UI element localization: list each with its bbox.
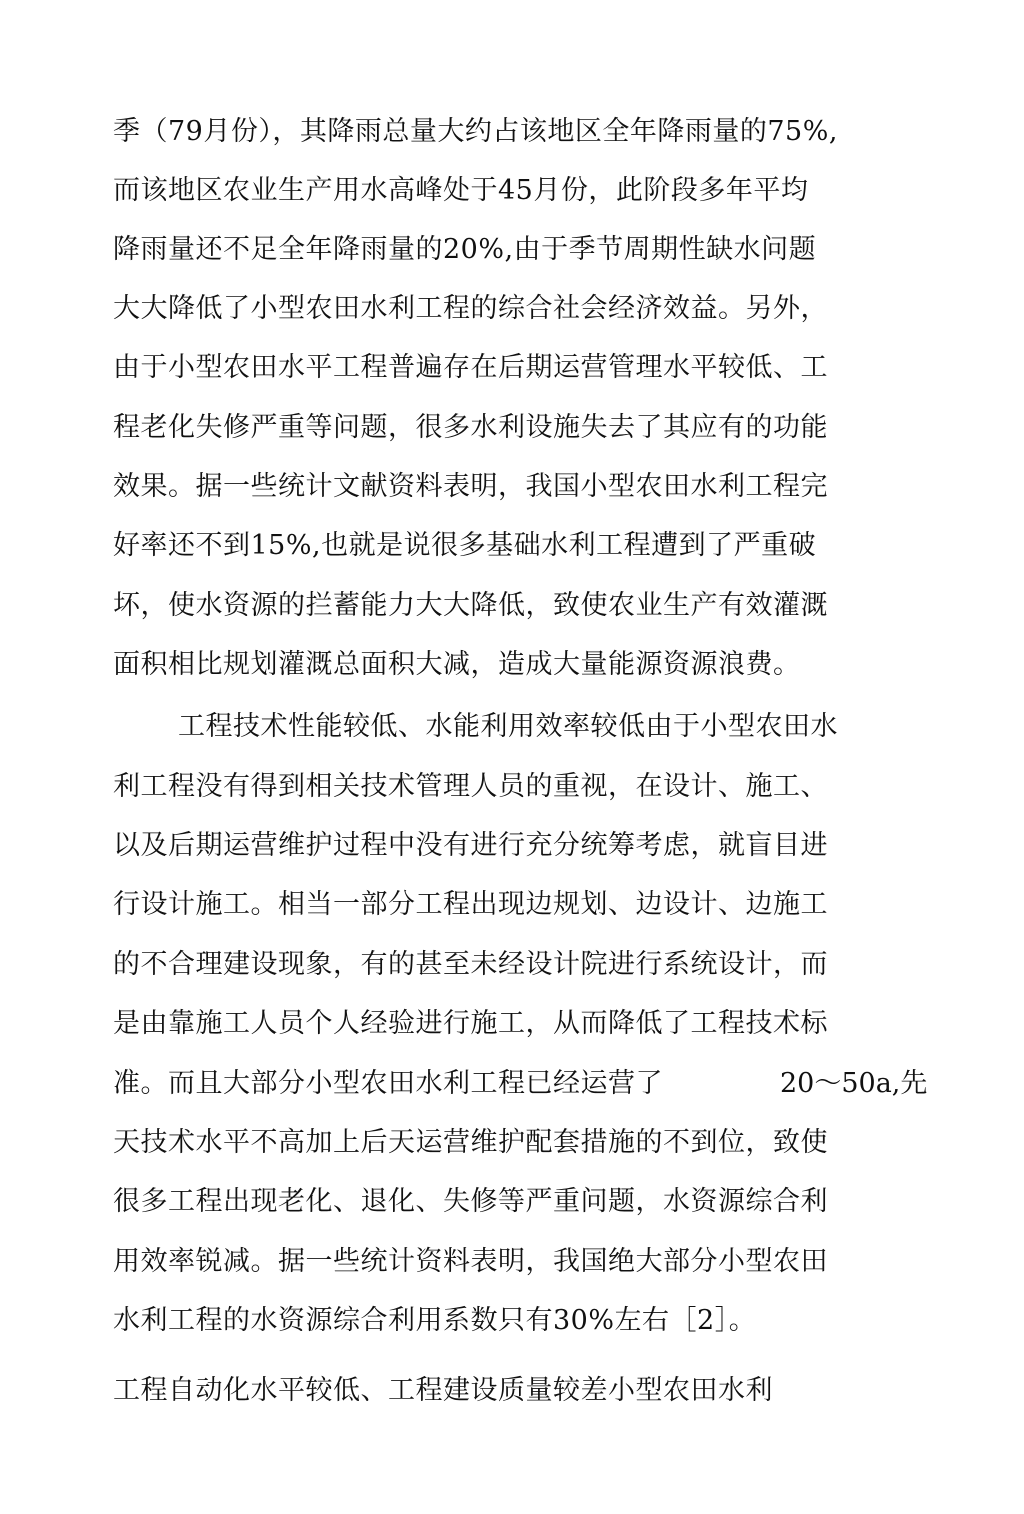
- paragraph-first-line: 工程技术性能较低、水能利用效率较低由于小型农田水: [178, 711, 838, 742]
- text-line: 而该地区农业生产用水高峰处于45月份，此阶段多年平均: [113, 175, 809, 206]
- text-line: 季（79月份），其降雨总量大约占该地区全年降雨量的75%,: [113, 116, 838, 147]
- text-line: 是由靠施工人员个人经验进行施工，从而降低了工程技术标: [113, 1008, 828, 1039]
- text-line: 以及后期运营维护过程中没有进行充分统筹考虑，就盲目进: [113, 830, 828, 861]
- text-line: 水利工程的水资源综合利用系数只有30%左右［2］。: [113, 1305, 757, 1336]
- text-line: 天技术水平不高加上后天运营维护配套措施的不到位，致使: [113, 1127, 828, 1158]
- section-heading-line: 工程自动化水平较低、工程建设质量较差小型农田水利: [113, 1375, 773, 1406]
- text-line: 行设计施工。相当一部分工程出现边规划、边设计、边施工: [113, 889, 828, 920]
- text-line: 大大降低了小型农田水利工程的综合社会经济效益。另外，: [113, 293, 828, 324]
- text-line: 利工程没有得到相关技术管理人员的重视，在设计、施工、: [113, 771, 828, 802]
- text-line: 的不合理建设现象，有的甚至未经设计院进行系统设计，而: [113, 949, 828, 980]
- text-line: 准。而且大部分小型农田水利工程已经运营了: [113, 1068, 663, 1099]
- text-line: 程老化失修严重等问题，很多水利设施失去了其应有的功能: [113, 412, 828, 443]
- text-line: 好率还不到15%,也就是说很多基础水利工程遭到了严重破: [113, 530, 817, 561]
- text-line-tail: 20～50a,先: [780, 1068, 928, 1099]
- text-line: 面积相比规划灌溉总面积大减，造成大量能源资源浪费。: [113, 649, 801, 680]
- text-line: 坏，使水资源的拦蓄能力大大降低，致使农业生产有效灌溉: [113, 590, 828, 621]
- text-line: 很多工程出现老化、退化、失修等严重问题，水资源综合利: [113, 1186, 828, 1217]
- text-line: 效果。据一些统计文献资料表明，我国小型农田水利工程完: [113, 471, 828, 502]
- text-line: 降雨量还不足全年降雨量的20%,由于季节周期性缺水问题: [113, 234, 817, 265]
- text-line: 用效率锐减。据一些统计资料表明，我国绝大部分小型农田: [113, 1246, 828, 1277]
- text-line: 由于小型农田水平工程普遍存在后期运营管理水平较低、工: [113, 352, 828, 383]
